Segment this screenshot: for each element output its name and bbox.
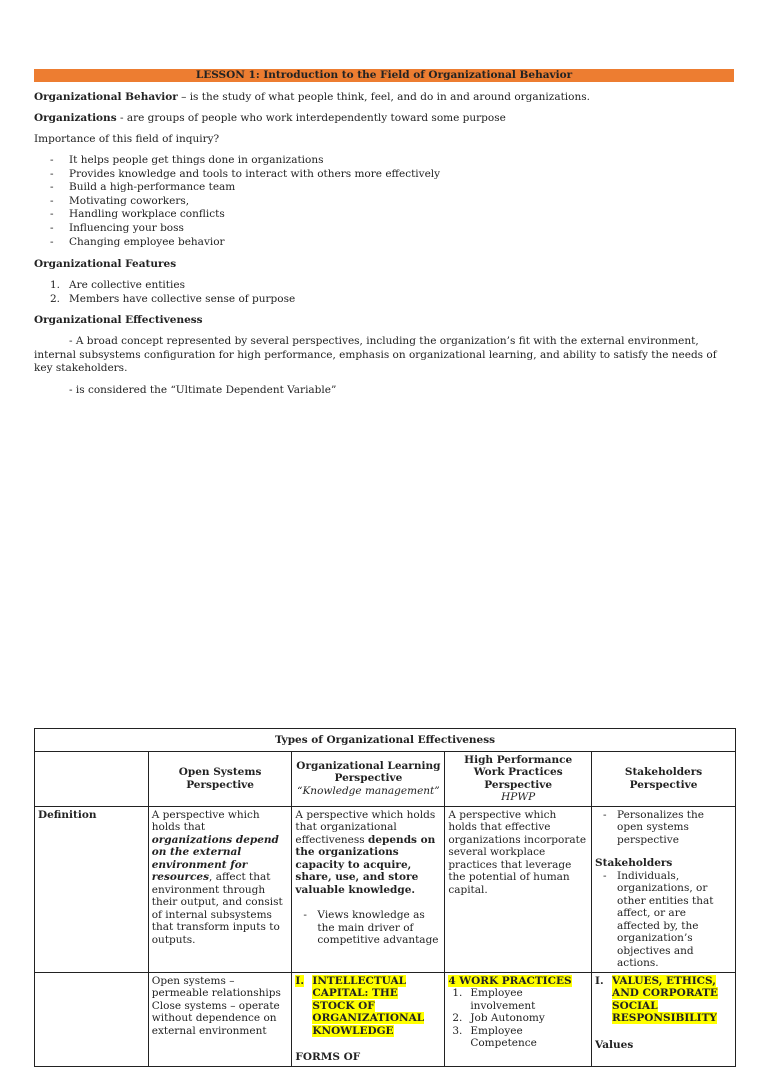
roman-numeral: I. <box>295 974 304 987</box>
learn-forms: FORMS OF <box>295 1051 361 1063</box>
list-number: 2. <box>50 293 61 305</box>
header-hpwp <box>445 751 592 806</box>
list-item: - Handling workplace conflicts <box>50 208 440 222</box>
learn-bullets <box>295 909 441 947</box>
stake-section-heading <box>595 975 732 1025</box>
list-text: Employee Competence <box>470 1024 537 1049</box>
header-stakeholders: Stakeholders Perspective <box>592 751 736 806</box>
list-item: - It helps people get things done in organizations <box>50 154 440 168</box>
importance-list <box>50 154 440 249</box>
list-number: 1. <box>50 279 61 291</box>
open-def-c: , affect that environment through their output, and consist of internal subsystems that transform inputs to outputs. <box>151 871 283 946</box>
cell-open-row2 <box>148 972 292 1066</box>
lesson-title: LESSON 1: Introduction to the Field of Organizational Behavior <box>34 69 734 82</box>
importance-question: Importance of this field of inquiry? <box>34 133 220 145</box>
list-item: - Provides knowledge and tools to interact with others more effectively <box>50 168 440 182</box>
cell-stakeholders-definition <box>592 806 736 972</box>
list-item: - Changing employee behavior <box>50 236 440 250</box>
learn-heading-text: INTELLECTUAL CAPITAL: THE STOCK OF ORGANIZATIONAL KNOWLEDGE <box>312 974 425 1037</box>
features-heading: Organizational Features <box>34 258 177 270</box>
effectiveness-paragraph: - A broad concept represented by several perspectives, including the organization’s fit with the external environment, internal subsystems configuration for high performance, emphasis on organizational learning, and ability to satisfy the needs of key stakeholders. <box>34 335 717 374</box>
list-text: Are collective entities <box>69 279 185 291</box>
list-item: - Personalizes the open systems perspective <box>595 809 732 847</box>
list-text: Employee involvement <box>470 987 536 1012</box>
ob-term: Organizational Behavior <box>34 91 178 103</box>
list-item: 1. Employee involvement <box>452 987 536 1012</box>
learn-section-heading <box>295 975 441 1038</box>
roman-numeral: I. <box>595 974 604 987</box>
row-label-empty <box>35 972 149 1066</box>
list-item <box>50 278 295 292</box>
org-def: - are groups of people who work interdependently toward some purpose <box>116 112 506 124</box>
effectiveness-heading: Organizational Effectiveness <box>34 314 203 326</box>
list-item: - Motivating coworkers, <box>50 195 440 209</box>
stake-values: Values <box>595 1038 634 1051</box>
row-label-definition: Definition <box>35 806 149 972</box>
open-def-b: organizations depend on the external environment for resources <box>151 833 279 883</box>
table-caption: Types of Organizational Effectiveness <box>35 729 736 752</box>
learn-def-b: depends on the organizations capacity to acquire, share, use, and store valuable knowledge. <box>295 833 436 896</box>
cell-learning-row2 <box>292 972 445 1066</box>
ob-definition <box>34 91 734 104</box>
list-item: - Individuals, organizations, or other entities that affect, or are affected by, the organization’s objectives and actions. <box>595 870 732 970</box>
header-open-systems: Open Systems Perspective <box>148 751 292 806</box>
list-text: Members have collective sense of purpose <box>69 293 296 305</box>
header-org-learning <box>292 751 445 806</box>
org-term: Organizations <box>34 112 117 124</box>
cell-open-definition <box>148 806 292 972</box>
list-item: 2. Job Autonomy <box>452 1012 545 1024</box>
features-list <box>50 278 295 306</box>
header-hpwp-sub: HPWP <box>501 791 536 803</box>
org-definition <box>34 112 734 125</box>
list-item: - Influencing your boss <box>50 222 440 236</box>
open-def-a: A perspective which holds that <box>151 808 260 833</box>
header-org-learning-sub: “Knowledge management” <box>297 784 440 797</box>
stake-bullets-2 <box>595 870 732 970</box>
table-header-empty <box>35 751 149 806</box>
open-systems-note: Open systems – permeable relationships <box>151 974 281 999</box>
hpwp-heading-text: 4 WORK PRACTICES <box>448 974 572 987</box>
effectiveness-table <box>34 728 736 1067</box>
hpwp-practices-list <box>448 987 588 1050</box>
stake-heading-text: VALUES, ETHICS, AND CORPORATE SOCIAL RESPONSIBILITY <box>612 974 718 1024</box>
stake-bullets-1 <box>595 809 732 847</box>
effectiveness-note: - is considered the “Ultimate Dependent Variable” <box>69 384 337 396</box>
list-item <box>50 292 295 306</box>
list-item: 3. Employee Competence <box>452 1024 537 1049</box>
cell-hpwp-row2 <box>445 972 592 1066</box>
header-hpwp-title: High Performance Work Practices Perspective <box>464 753 573 791</box>
stake-subheading: Stakeholders <box>595 857 673 869</box>
header-org-learning-title: Organizational Learning Perspective <box>296 759 441 785</box>
cell-learning-definition <box>292 806 445 972</box>
cell-stakeholders-row2 <box>592 972 736 1066</box>
cell-hpwp-definition: A perspective which holds that effective organizations incorporate several workplace practices that leverage the potential of human capital. <box>445 806 592 972</box>
list-text: Job Autonomy <box>470 1012 545 1024</box>
close-systems-note: Close systems – operate without dependence on external environment <box>151 999 280 1037</box>
hpwp-heading <box>448 975 588 988</box>
ob-def: – is the study of what people think, feel, and do in and around organizations. <box>177 91 590 103</box>
list-item: - Build a high-performance team <box>50 181 440 195</box>
learn-def-a: A perspective which holds that organizational effectiveness <box>295 808 436 846</box>
list-item: - Views knowledge as the main driver of competitive advantage <box>295 909 441 947</box>
